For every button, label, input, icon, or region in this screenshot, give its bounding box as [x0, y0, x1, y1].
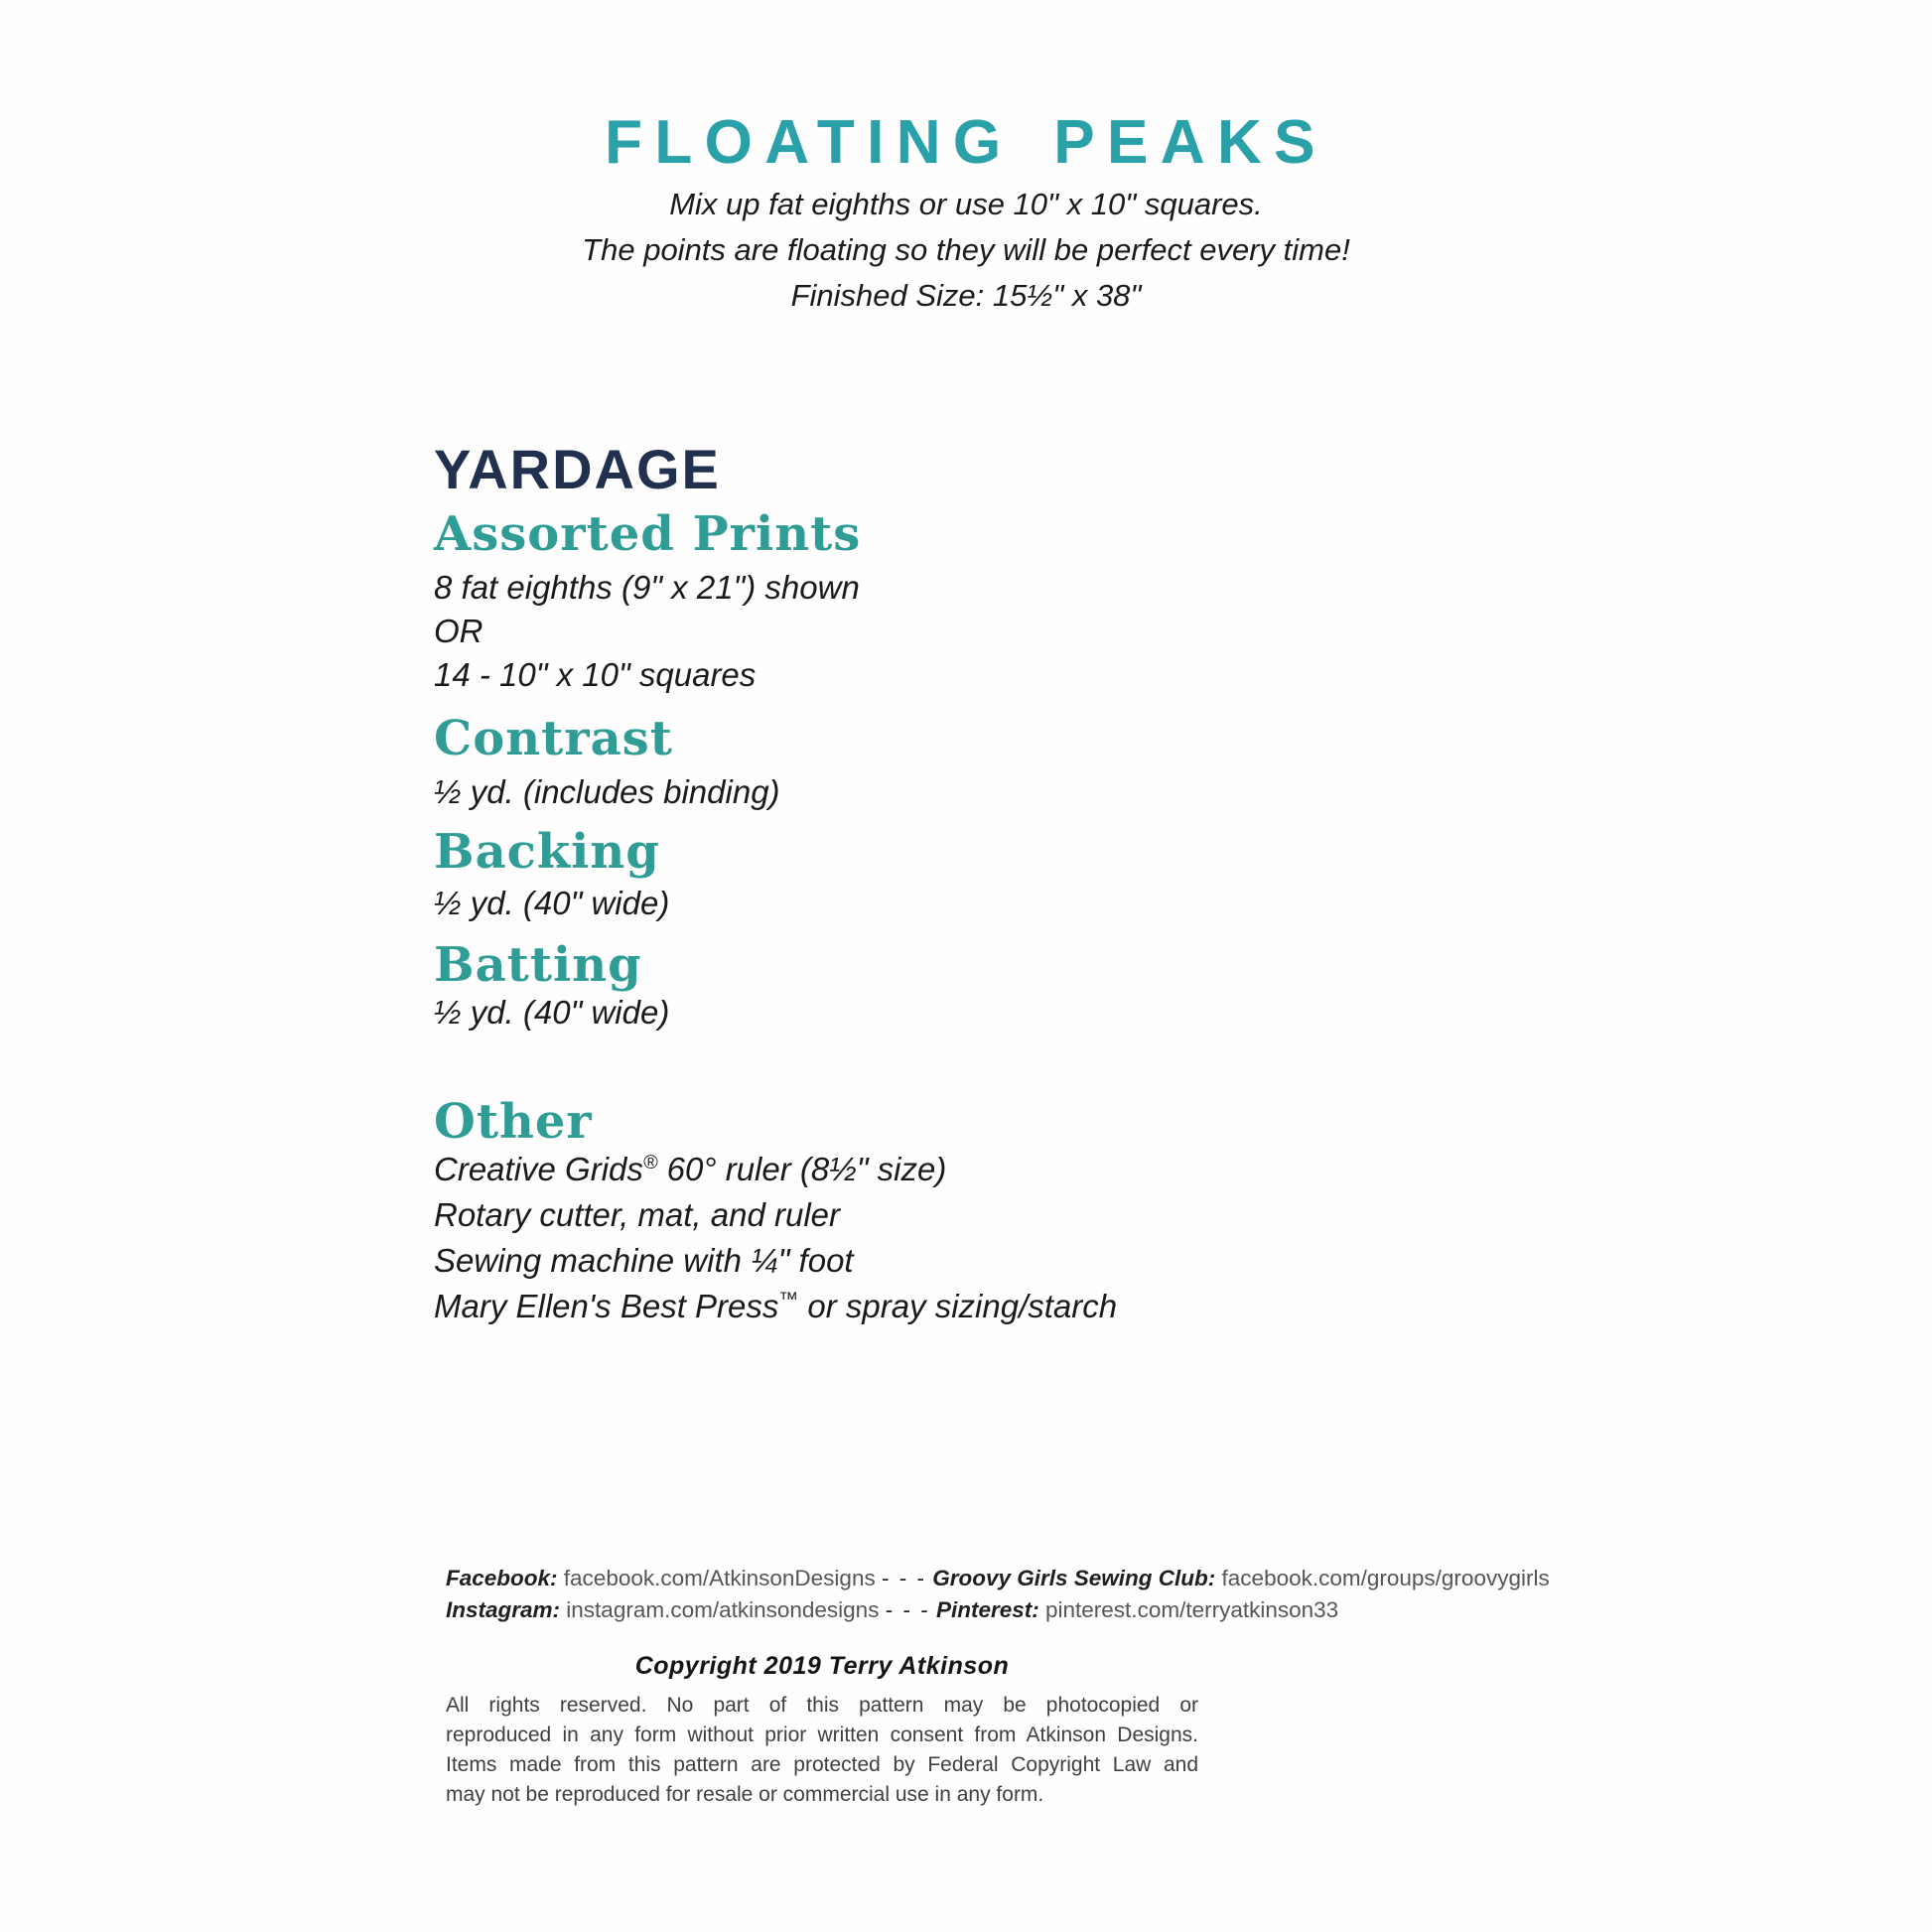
subtitle-line-2: The points are floating so they will be perfect every time! [582, 232, 1350, 267]
subtitle-line-3: Finished Size: 15½" x 38" [790, 278, 1142, 313]
separator: - - - [881, 1566, 926, 1590]
social-line-2 [446, 1594, 1550, 1626]
groovy-girls-url: facebook.com/groups/groovygirls [1221, 1566, 1550, 1590]
subtitle-line-1: Mix up fat eighths or use 10" x 10" squares. [669, 187, 1263, 221]
assorted-prints-line-3: 14 - 10" x 10" squares [434, 656, 757, 693]
copyright-block [446, 1652, 1198, 1810]
batting-line-1: ½ yd. (40" wide) [434, 994, 670, 1031]
other-line-3: Sewing machine with ¼" foot [434, 1242, 854, 1279]
copyright-line-4: may not be reproduced for resale or commercial use in any form. [446, 1783, 1044, 1806]
facebook-url: facebook.com/AtkinsonDesigns [563, 1566, 876, 1590]
social-links [446, 1563, 1550, 1626]
copyright-line-1: All rights reserved. No part of this pattern may be photocopied or [446, 1694, 1198, 1717]
instagram-url: instagram.com/atkinsondesigns [566, 1597, 880, 1622]
copyright-line-2: reproduced in any form without prior written consent from Atkinson Designs. [446, 1724, 1198, 1746]
social-line-1 [446, 1563, 1550, 1594]
copyright-line-3: Items made from this pattern are protected by Federal Copyright Law and [446, 1753, 1198, 1776]
instagram-label: Instagram: [446, 1597, 561, 1622]
other-line-4: Mary Ellen's Best Press™ or spray sizing/starch [434, 1288, 1118, 1324]
contrast-line-1: ½ yd. (includes binding) [434, 773, 780, 810]
copyright-heading: Copyright 2019 Terry Atkinson [634, 1652, 1010, 1680]
separator: - - - [885, 1597, 930, 1622]
assorted-prints-line-2: OR [434, 613, 483, 649]
section-contrast: Contrast [434, 711, 673, 766]
facebook-label: Facebook: [446, 1566, 558, 1590]
other-line-2: Rotary cutter, mat, and ruler [434, 1196, 841, 1233]
section-batting: Batting [434, 937, 642, 993]
pinterest-label: Pinterest: [935, 1597, 1039, 1622]
section-other: Other [434, 1094, 593, 1150]
pinterest-url: pinterest.com/terryatkinson33 [1045, 1597, 1339, 1622]
section-assorted-prints: Assorted Prints [434, 506, 862, 562]
section-backing: Backing [434, 824, 660, 880]
groovy-girls-label: Groovy Girls Sewing Club: [932, 1566, 1216, 1590]
other-line-1: Creative Grids® 60° ruler (8½" size) [434, 1151, 947, 1187]
page-title: FLOATING PEAKS [605, 108, 1327, 177]
yardage-column [434, 0, 1526, 1932]
assorted-prints-line-1: 8 fat eighths (9" x 21") shown [434, 569, 860, 606]
backing-line-1: ½ yd. (40" wide) [434, 885, 670, 921]
yardage-heading: YARDAGE [434, 438, 721, 500]
